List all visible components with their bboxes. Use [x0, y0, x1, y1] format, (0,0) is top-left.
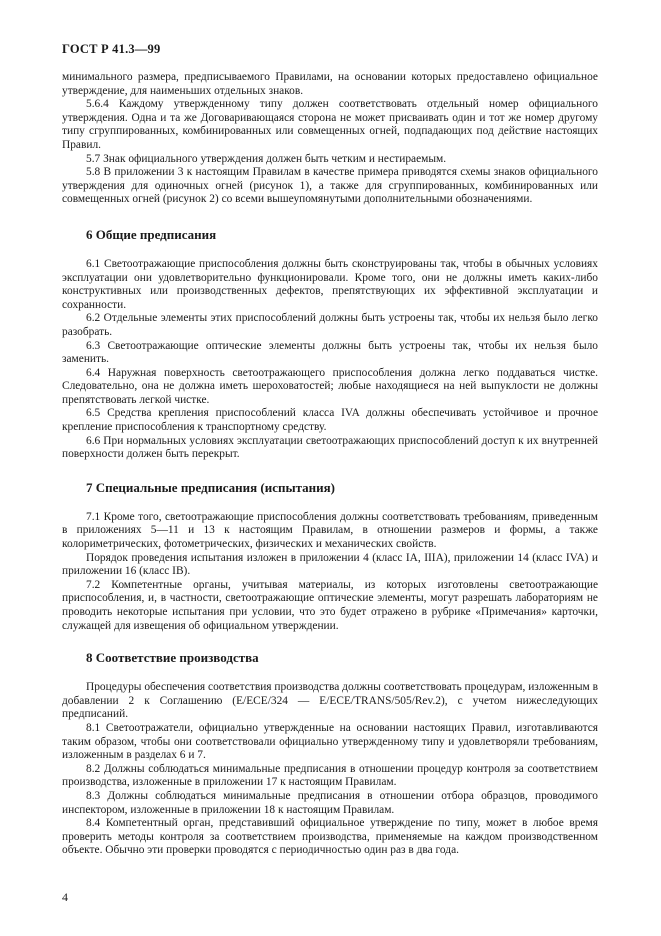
- paragraph-5-6-3-continued: минимального размера, предписываемого Правилами, на основании которых предоставлено официальное утверждение, для наименьших отдельных знаков.: [62, 71, 598, 97]
- page-number: 4: [62, 890, 68, 904]
- paragraph-8-4: 8.4 Компетентный орган, представивший официальное утверждение по типу, может в любое время проверить методы контроля за соответствием производства, применяемые на каждом производственном объекте. Обычно эти проверки проводятся с периодичностью один раз в два года.: [62, 817, 598, 857]
- paragraph-8-3: 8.3 Должны соблюдаться минимальные предписания в отношении отбора образцов, проводимого инспектором, изложенные в приложении 18 к настоящим Правилам.: [62, 789, 598, 816]
- section-7-heading: 7 Специальные предписания (испытания): [86, 479, 336, 495]
- paragraph-6-1: 6.1 Светоотражающие приспособления должны быть сконструированы так, чтобы в обычных условиях эксплуатации они удовлетворительно функционировали. Кроме того, они не должны иметь каких-либо конструктивных или производственных дефектов, препятствующих их эффективной эксплуатации и сохранности.: [62, 257, 598, 311]
- paragraph-5-7: 5.7 Знак официального утверждения должен быть четким и нестираемым.: [86, 152, 447, 165]
- paragraph-7-1: 7.1 Кроме того, светоотражающие приспособления должны соответствовать требованиям, приведенным в приложениях 5—11 и 13 к настоящим Правилам, в отношении размеров и формы, а также колориметрических, фотометрических, физических и механических свойств.: [62, 510, 598, 551]
- section-6-heading: 6 Общие предписания: [86, 226, 217, 242]
- paragraph-7-2: 7.2 Компетентные органы, учитывая материалы, из которых изготовлены светоотражающие приспособления, и, в частности, светоотражающие оптические элементы, могут разрешать лабораториям не проводить некоторые испытания при условии, что это будет отражено в рубрике «Примечания» карточки, служащей для извещения об официальном утверждении.: [62, 578, 598, 632]
- section-8-heading: 8 Соответствие производства: [86, 650, 259, 666]
- paragraph-6-2: 6.2 Отдельные элементы этих приспособлений должны быть устроены так, чтобы их нельзя было легко разобрать.: [62, 312, 598, 338]
- paragraph-6-5: 6.5 Средства крепления приспособлений класса IVA должны обеспечивать устойчивое и прочное крепление приспособления к транспортному средству.: [62, 407, 598, 434]
- paragraph-6-4: 6.4 Наружная поверхность светоотражающего приспособления должна легко поддаваться чистке. Следовательно, она не должна иметь шероховатостей; любые находящиеся на ней выпуклости не должны препятствовать легкой чистке.: [62, 366, 598, 406]
- paragraph-5-6-4: 5.6.4 Каждому утвержденному типу должен соответствовать отдельный номер официального утверждения. Одна и та же Договаривающаяся сторона не может присваивать один и тот же номер другому типу сгруппированных, комбинированных или совмещенных огней, подпадающих под действие настоящих Правил.: [62, 98, 598, 151]
- paragraph-8-2: 8.2 Должны соблюдаться минимальные предписания в отношении процедур контроля за соответствием производства, изложенные в приложении 17 к настоящим Правилам.: [62, 762, 598, 789]
- page-content: [62, 71, 598, 858]
- paragraph-5-8: 5.8 В приложении 3 к настоящим Правилам в качестве примера приводятся схемы знаков официального утверждения для одиночных огней (рисунок 1), а также для сгруппированных, комбинированных или совмещенных огней (рисунок 2) со всеми вышеупомянутыми дополнительными обозначениями.: [62, 166, 598, 206]
- paragraph-8-1: 8.1 Светоотражатели, официально утвержденные на основании настоящих Правил, изготавливаются таким образом, чтобы они соответствовали официально утвержденному типу и удовлетворяли требованиям, изложенным в разделах 6 и 7.: [62, 721, 598, 762]
- document-code: ГОСТ Р 41.3—99: [62, 42, 161, 56]
- paragraph-6-3: 6.3 Светоотражающие оптические элементы должны быть устроены так, чтобы их нельзя было заменить.: [62, 339, 598, 366]
- paragraph-7-1-procedure: Порядок проведения испытания изложен в приложении 4 (класс IA, IIIA), приложении 14 (класс IVA) и приложении 16 (класс IB).: [62, 551, 598, 578]
- paragraph-8-intro: Процедуры обеспечения соответствия производства должны соответствовать процедурам, изложенным в добавлении 2 к Соглашению (E/ECE/324 — E/ECE/TRANS/505/Rev.2), с учетом нижеследующих предписаний.: [62, 681, 598, 721]
- paragraph-6-6: 6.6 При нормальных условиях эксплуатации светоотражающих приспособлений доступ к их внутренней поверхности должен быть перекрыт.: [62, 434, 598, 461]
